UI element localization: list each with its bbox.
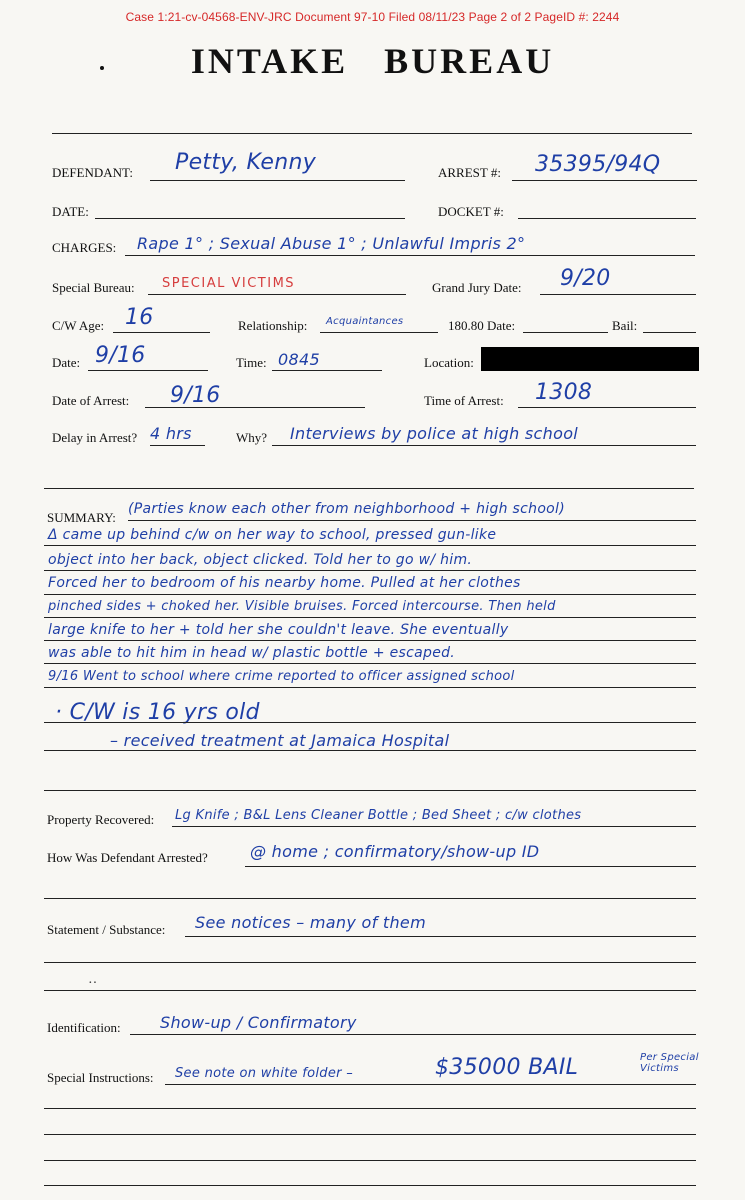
summary-line-6: large knife to her + told her she couldn't leave. She eventually [48, 622, 509, 638]
property-recovered-value: Lg Knife ; B&L Lens Cleaner Bottle ; Bed Sheet ; c/w clothes [175, 808, 582, 823]
title-word-intake: INTAKE [190, 41, 349, 81]
identification-line [130, 1034, 696, 1035]
header-rule [52, 133, 692, 134]
summary-rule-6 [44, 640, 696, 641]
cw-age-line [113, 332, 210, 333]
blank-rule-5 [44, 1185, 696, 1186]
statement-label: Statement / Substance: [47, 922, 166, 937]
summary-rule-4 [44, 594, 696, 595]
delay-label: Delay in Arrest? [52, 430, 138, 445]
cw-age-label: C/W Age: [52, 318, 105, 333]
summary-line-3: object into her back, object clicked. Told her to go w/ him. [48, 552, 473, 568]
incident-date-value: 9/16 [95, 343, 146, 368]
charges-label: CHARGES: [52, 240, 117, 255]
summary-line-5: pinched sides + choked her. Visible bruises. Forced intercourse. Then held [48, 599, 556, 614]
defendant-label: DEFENDANT: [52, 165, 133, 180]
date-18080-line [523, 332, 608, 333]
bail-note: Per Special Victims [640, 1052, 699, 1074]
summary-line-9: · C/W is 16 yrs old [55, 700, 260, 725]
docket-label: DOCKET #: [438, 204, 504, 219]
incident-date-label: Date: [52, 355, 81, 370]
time-of-arrest-line [518, 407, 696, 408]
special-bureau-value: SPECIAL VICTIMS [162, 276, 296, 291]
statement-rule-2 [44, 962, 696, 963]
summary-rule-7 [44, 663, 696, 664]
time-of-arrest-label: Time of Arrest: [424, 393, 504, 408]
court-filing-stamp: Case 1:21-cv-04568-ENV-JRC Document 97-10 Filed 08/11/23 Page 2 of 2 PageID #: 2244 [125, 10, 620, 24]
date-of-arrest-value: 9/16 [170, 383, 221, 408]
incident-date-line [88, 370, 208, 371]
special-bureau-line [148, 294, 406, 295]
location-label: Location: [424, 355, 474, 370]
summary-line-10: – received treatment at Jamaica Hospital [110, 731, 450, 750]
date-of-arrest-line [145, 407, 365, 408]
grand-jury-value: 9/20 [560, 266, 611, 291]
summary-rule-5 [44, 617, 696, 618]
summary-line-7: was able to hit him in head w/ plastic bottle + escaped. [48, 645, 456, 661]
bail-label: Bail: [612, 318, 638, 333]
relationship-value: Acquaintances [326, 316, 404, 327]
summary-line-8: 9/16 Went to school where crime reported to officer assigned school [48, 669, 515, 684]
statement-value: See notices – many of them [195, 913, 426, 932]
special-instructions-value: See note on white folder – [175, 1066, 354, 1081]
identification-label: Identification: [47, 1020, 121, 1035]
arrest-number-label: ARREST #: [438, 165, 501, 180]
title-word-bureau: BUREAU [384, 41, 555, 81]
date-label: DATE: [52, 204, 89, 219]
summary-bottom-rule [44, 790, 696, 791]
why-value: Interviews by police at high school [290, 424, 579, 443]
special-instructions-label: Special Instructions: [47, 1070, 154, 1085]
blank-rule-4 [44, 1160, 696, 1161]
blank-rule-1 [44, 898, 696, 899]
stray-marks: ·· [88, 976, 98, 991]
summary-rule-1 [128, 520, 696, 521]
summary-rule-10 [44, 750, 696, 751]
cw-age-value: 16 [125, 305, 154, 330]
date-of-arrest-label: Date of Arrest: [52, 393, 130, 408]
bail-amount: $35000 BAIL [435, 1055, 579, 1080]
how-arrested-label: How Was Defendant Arrested? [47, 850, 208, 865]
arrest-number-value: 35395/94Q [535, 152, 661, 177]
summary-label: SUMMARY: [47, 510, 116, 525]
arrest-number-line [512, 180, 697, 181]
blank-rule-3 [44, 1134, 696, 1135]
special-bureau-label: Special Bureau: [52, 280, 135, 295]
property-recovered-label: Property Recovered: [47, 812, 155, 827]
summary-top-rule [44, 488, 694, 489]
bail-line [643, 332, 696, 333]
relationship-line [320, 332, 438, 333]
summary-line-2: Δ came up behind c/w on her way to school, pressed gun-like [48, 527, 497, 543]
summary-rule-3 [44, 570, 696, 571]
summary-rule-8 [44, 687, 696, 688]
defendant-line [150, 180, 405, 181]
date-18080-label: 180.80 Date: [448, 318, 516, 333]
date-line [95, 218, 405, 219]
why-label: Why? [236, 430, 268, 445]
grand-jury-label: Grand Jury Date: [432, 280, 522, 295]
time-line [272, 370, 382, 371]
time-label: Time: [236, 355, 267, 370]
delay-value: 4 hrs [150, 424, 192, 443]
statement-line [185, 936, 696, 937]
statement-rule-3 [44, 990, 696, 991]
identification-value: Show-up / Confirmatory [160, 1013, 357, 1032]
blank-rule-2 [44, 1108, 696, 1109]
how-arrested-value: @ home ; confirmatory/show-up ID [250, 842, 540, 861]
docket-line [518, 218, 696, 219]
summary-line-4: Forced her to bedroom of his nearby home. Pulled at her clothes [48, 575, 521, 591]
form-title [0, 40, 745, 82]
time-of-arrest-value: 1308 [535, 380, 593, 405]
stray-dot [100, 66, 104, 70]
how-arrested-line [245, 866, 696, 867]
delay-line [150, 445, 205, 446]
grand-jury-line [540, 294, 696, 295]
charges-value: Rape 1° ; Sexual Abuse 1° ; Unlawful Impris 2° [137, 234, 526, 253]
time-value: 0845 [278, 350, 320, 369]
summary-rule-2 [44, 545, 696, 546]
redaction-block [481, 347, 699, 371]
property-recovered-line [172, 826, 696, 827]
defendant-value: Petty, Kenny [175, 150, 317, 175]
summary-line-1: (Parties know each other from neighborhood + high school) [128, 501, 566, 517]
relationship-label: Relationship: [238, 318, 308, 333]
summary-rule-9 [44, 722, 696, 723]
special-instructions-line [165, 1084, 696, 1085]
why-line [272, 445, 696, 446]
charges-line [125, 255, 695, 256]
